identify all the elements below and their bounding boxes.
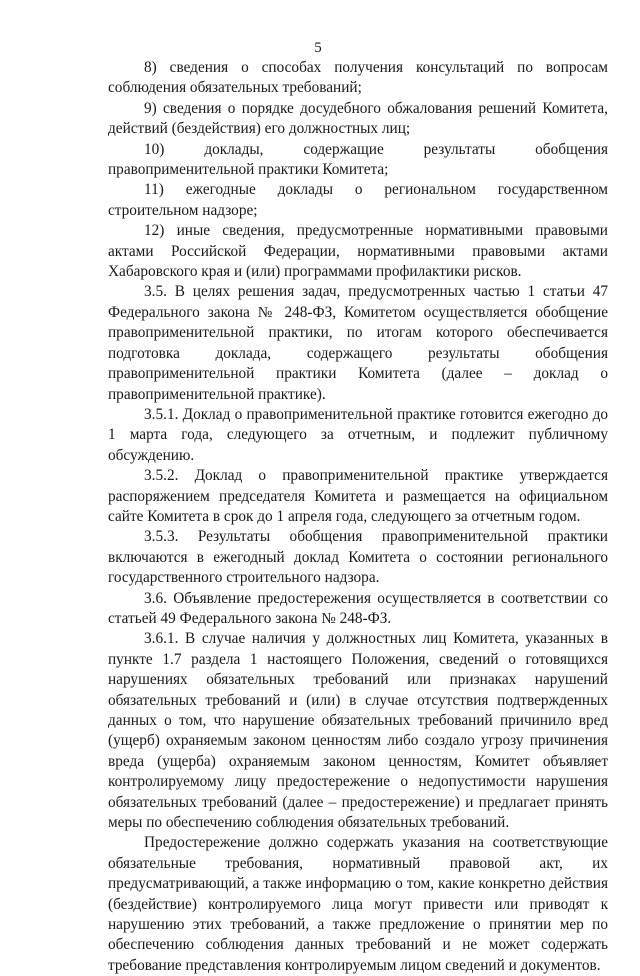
paragraph-3-6: 3.6. Объявление предостережения осуществляется в соответствии со статьей 49 Федерального закона № 248-ФЗ.	[108, 589, 608, 627]
paragraph-3-5: 3.5. В целях решения задач, предусмотренных частью 1 статьи 47 Федерального закона № 248-ФЗ, Комитетом осуществляется обобщение правоприменительной практики, по итогам которого обеспечивается подготовка доклада, содержащего результаты обобщения правоприменительной практики Комитета (далее – доклад о правоприменительной практике).	[108, 283, 608, 403]
paragraph-3-5-1: 3.5.1. Доклад о правоприменительной практике готовится ежегодно до 1 марта года, следующего за отчетным, и подлежит публичному обсуждению.	[108, 405, 608, 464]
document-body	[108, 58, 608, 976]
paragraph-3-6-1: 3.6.1. В случае наличия у должностных лиц Комитета, указанных в пункте 1.7 раздела 1 настоящего Положения, сведений о готовящихся нарушениях обязательных требований или признаках нарушений обязательных требований и (или) в случае отсутствия подтвержденных данных о том, что нарушение обязательных требований причинило вред (ущерб) охраняемым законом ценностям либо создало угрозу причинения вреда (ущерба) охраняемым законом ценностям, Комитет объявляет контролируемому лицу предостережение о недопустимости нарушения обязательных требований (далее – предостережение) и предлагает принять меры по обеспечению соблюдения обязательных требований.	[108, 630, 608, 832]
paragraph-item-12: 12) иные сведения, предусмотренные нормативными правовыми актами Российской Федерации, нормативными правовыми актами Хабаровского края и (или) программами профилактики рисков.	[108, 222, 608, 281]
paragraph-item-10: 10) доклады, содержащие результаты обобщения правоприменительной практики Комитета;	[108, 140, 608, 179]
paragraph-item-9: 9) сведения о порядке досудебного обжалования решений Комитета, действий (бездействия) его должностных лиц;	[108, 99, 608, 138]
paragraph-3-5-2: 3.5.2. Доклад о правоприменительной практике утверждается распоряжением председателя Комитета и размещается на официальном сайте Комитета в срок до 1 апреля года, следующего за отчетным годом.	[108, 467, 608, 525]
page-number: 5	[314, 40, 322, 56]
paragraph-item-11: 11) ежегодные доклады о региональном государственном строительном надзоре;	[108, 181, 608, 219]
paragraph-3-5-3: 3.5.3. Результаты обобщения правоприменительной практики включаются в ежегодный доклад Комитета о состоянии регионального государственного строительного надзора.	[108, 528, 608, 587]
paragraph-warning-content: Предостережение должно содержать указания на соответствующие обязательные требования, нормативный правовой акт, их предусматривающий, а также информацию о том, какие конкретно действия (бездействие) контролируемого лица могут привести или приводят к нарушению этих требований, а также предложение о принятии мер по обеспечению соблюдения данных требований и не может содержать требование представления контролируемым лицом сведений и документов.	[108, 834, 608, 974]
paragraph-item-8: 8) сведения о способах получения консультаций по вопросам соблюдения обязательных требований;	[108, 59, 608, 97]
